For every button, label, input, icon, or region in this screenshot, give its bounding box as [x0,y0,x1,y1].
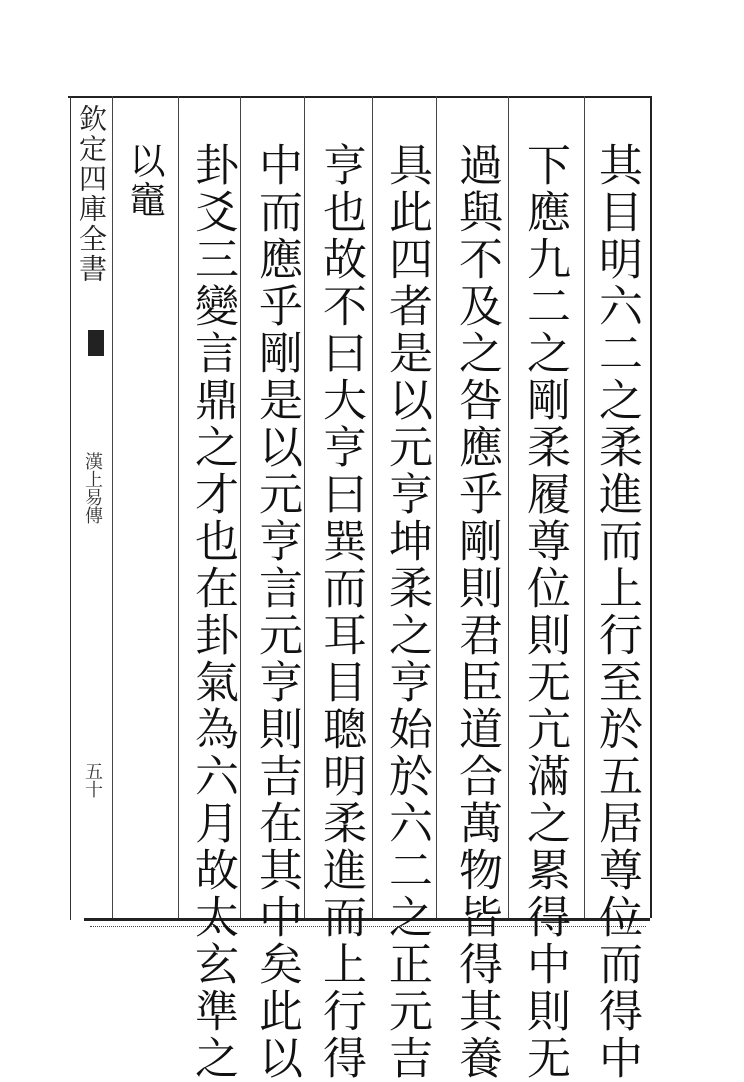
column-divider [508,96,509,918]
chapter-title: 漢上易傳 [82,452,103,524]
text-column-8: 以竈 [124,142,165,220]
text-column-6: 中而應乎剛是以元亨言元亨則吉在其中矣此以 [251,142,302,1082]
frame-left-border [70,96,71,920]
column-divider [304,96,305,918]
column-divider [436,96,437,918]
book-title: 欽定四庫全書 [75,104,108,284]
text-column-3: 過與不及之咎應乎剛則君臣道合萬物皆得其養 [451,142,502,1082]
column-divider [372,96,373,918]
column-divider [584,96,585,918]
text-column-1: 其目明六二之柔進而上行至於五居尊位而得中 [591,142,642,1082]
frame-top-border [68,96,652,98]
column-divider [240,96,241,918]
fish-tail-mark [88,330,104,356]
page-number: 五十 [82,762,103,798]
text-column-2: 下應九二之剛柔履尊位則无亢滿之累得中則无 [519,142,570,1082]
column-divider [178,96,179,918]
frame-right-border [650,96,652,918]
text-column-5: 亨也故不曰大亨曰巽而耳目聰明柔進而上行得 [315,142,366,1082]
text-column-7: 卦爻三變言鼎之才也在卦氣為六月故太玄準之 [187,142,238,1082]
text-column-4: 具此四者是以元亨坤柔之亨始於六二之正元吉 [381,142,432,1082]
margin-divider [112,96,113,918]
